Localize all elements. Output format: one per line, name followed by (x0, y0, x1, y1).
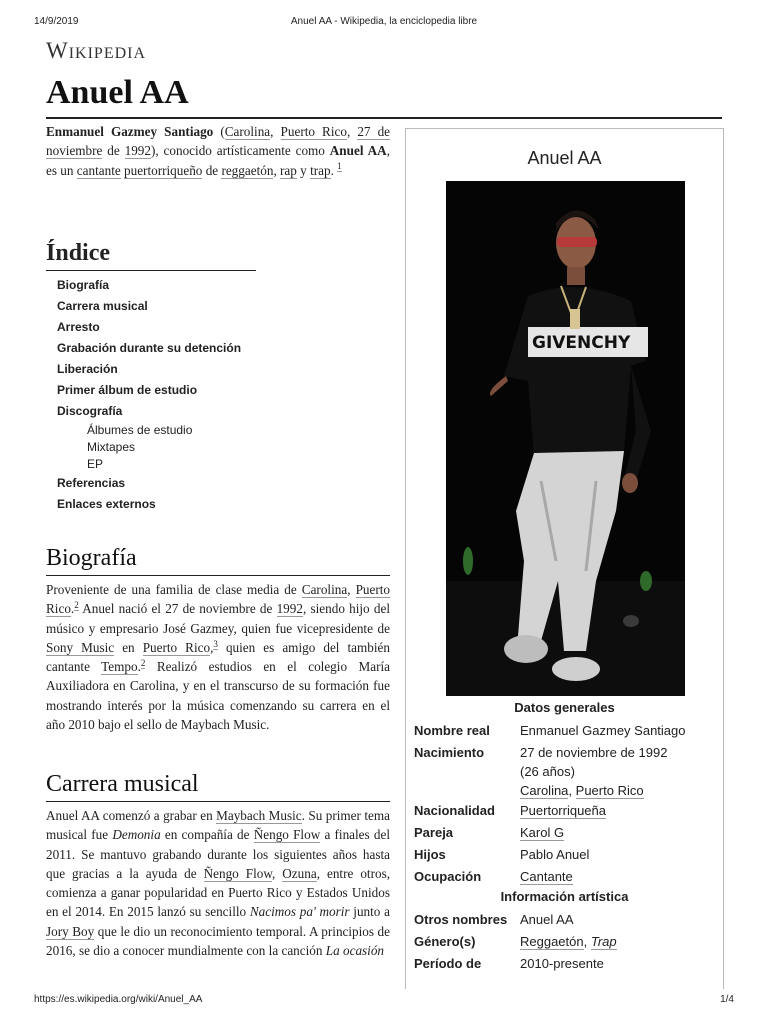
link-nengo-flow[interactable]: Ñengo Flow (203, 865, 272, 881)
link-puertorriqueno[interactable]: puertorriqueño (124, 162, 203, 178)
row-label: Nombre real (414, 723, 490, 738)
bold-name: Enmanuel Gazmey Santiago (46, 124, 214, 139)
intro-paragraph (46, 122, 390, 180)
row-label: Nacimiento (414, 745, 485, 760)
link-rap[interactable]: rap (280, 162, 297, 178)
text: Proveniente de una familia de clase media de (46, 582, 302, 597)
toc-item-enlaces-externos[interactable]: Enlaces externos (57, 497, 156, 511)
link-nengo-flow[interactable]: Ñengo Flow (253, 827, 321, 843)
link-carolina[interactable]: Carolina (224, 124, 271, 139)
link-maybach-music[interactable]: Maybach Music (216, 808, 302, 823)
row-value: Pablo Anuel (520, 847, 590, 862)
link-cantante[interactable]: Cantante (520, 869, 573, 884)
toc-item-grabacion[interactable]: Grabación durante su detención (57, 341, 242, 355)
text: a finales del 2011. Se mantuvo grabando durante los siguientes años hasta que gracias a la ayuda de (46, 827, 390, 881)
link-puerto-rico[interactable]: Puerto Rico (142, 639, 211, 655)
table-of-contents (46, 238, 346, 515)
row-label: Otros nombres (414, 912, 508, 927)
toc-subitem-ep[interactable]: EP (87, 457, 104, 471)
print-header (0, 16, 768, 30)
toc-item-carrera-musical[interactable]: Carrera musical (57, 299, 148, 313)
photo-shoe (552, 657, 600, 681)
text: , es un (46, 143, 390, 178)
toc-item-biografia[interactable]: Biografía (57, 278, 110, 292)
reference-link[interactable]: 1 (337, 161, 342, 172)
section-divider (46, 575, 390, 576)
text: quien es amigo del también cantante (46, 639, 390, 675)
text: . Su primer tema musical fue (46, 808, 390, 843)
print-page-number: 1/4 (720, 994, 734, 1005)
row-label: Género(s) (414, 934, 476, 949)
text: , (568, 783, 576, 798)
text: en (114, 639, 143, 655)
print-url: https://es.wikipedia.org/wiki/Anuel_AA (34, 994, 203, 1005)
section-heading-biografia: Biografía (46, 545, 137, 571)
photo-light (623, 615, 639, 627)
text: y (296, 162, 311, 178)
text: . (70, 601, 75, 617)
row-label: Pareja (414, 825, 454, 840)
link-tempo[interactable]: Tempo (101, 659, 138, 675)
row-label: Nacionalidad (414, 803, 495, 818)
text: , (583, 934, 591, 949)
link-sony-music[interactable]: Sony Music (46, 639, 115, 655)
reference-link[interactable]: 2 (140, 657, 146, 668)
print-page-title: Anuel AA - Wikipedia, la enciclopedia libre (290, 16, 478, 27)
photo-hand (622, 473, 638, 493)
text: Realizó estudios en el colegio María Auxiliadora en Carolina, y en el transcurso de su formación fue mostrando interés por la música comenzando su carrera en el año 2010 bajo el sello de Maybach Music. (46, 659, 390, 733)
link-puerto-rico[interactable]: Puerto Rico (575, 783, 644, 798)
section-carrera-musical (46, 769, 390, 960)
toc-heading: Índice (46, 240, 111, 266)
text: junto a (349, 904, 390, 920)
photo-shirt-print: GIVENCHY (532, 333, 631, 353)
link-cantante[interactable]: cantante (76, 162, 121, 178)
toc-divider (46, 270, 256, 271)
text: , (210, 639, 214, 655)
link-birth-year[interactable]: 1992 (276, 601, 303, 617)
toc-item-referencias[interactable]: Referencias (57, 476, 126, 490)
link-puerto-rico[interactable]: Puerto Rico (46, 582, 390, 617)
link-trap[interactable]: Trap (590, 934, 617, 949)
age: (26 años) (520, 764, 575, 779)
row-label: Ocupación (414, 869, 482, 884)
link-trap[interactable]: trap (310, 162, 331, 178)
infobox-section-general: Datos generales (514, 700, 615, 715)
infobox-section-artistica: Información artística (500, 889, 629, 904)
reference-link[interactable]: 3 (213, 638, 218, 649)
text: , (346, 124, 358, 139)
bold-stage-name: Anuel AA (329, 143, 387, 159)
text: Anuel nació el 27 de noviembre de (78, 601, 277, 617)
text: , (273, 162, 281, 178)
toc-item-discografia[interactable] (57, 401, 346, 473)
row-value (520, 932, 720, 951)
toc-item-label: Discografía (57, 404, 123, 418)
row-value: Enmanuel Gazmey Santiago (520, 723, 686, 738)
row-value (520, 867, 720, 886)
text: . (330, 162, 338, 178)
link-karol-g[interactable]: Karol G (520, 825, 565, 840)
song-title: Nacimos pa' morir (249, 904, 350, 920)
link-birth-year[interactable]: 1992 (124, 143, 151, 159)
row-value: 2010-presente (520, 956, 604, 971)
text: ( (213, 124, 225, 139)
page-title: Anuel AA (46, 74, 189, 111)
biografia-paragraph (46, 580, 390, 734)
row-value (520, 823, 720, 842)
section-divider (46, 801, 390, 802)
text: de (202, 162, 222, 178)
link-puerto-rico[interactable]: Puerto Rico (280, 124, 347, 139)
section-heading-carrera: Carrera musical (46, 771, 199, 797)
row-label: Hijos (414, 847, 446, 862)
toc-subitem-mixtapes[interactable]: Mixtapes (87, 440, 136, 454)
link-reggaeton[interactable]: reggaetón (221, 162, 274, 178)
text: que le dio un reconocimiento temporal. A principios de 2016, se dio a conocer mundialmente con la canción (46, 923, 391, 959)
infobox-row-nacimiento (414, 743, 719, 803)
photo-shoe (504, 635, 548, 663)
photo-neck (567, 267, 585, 285)
photo-pendant (570, 309, 580, 329)
toc-sublist (57, 422, 346, 473)
infobox-title: Anuel AA (527, 148, 602, 168)
song-title: La ocasión (325, 943, 385, 959)
artist-photo-illustration (446, 181, 685, 696)
row-value: Anuel AA (520, 912, 574, 927)
text: , (347, 582, 356, 597)
link-carolina[interactable]: Carolina (301, 582, 348, 597)
link-birth-date[interactable]: 27 de noviembre (46, 124, 391, 159)
wikipedia-wordmark[interactable]: Wikipedia (46, 38, 147, 63)
song-title: Demonia (112, 827, 161, 843)
link-reggaeton[interactable]: Reggaetón (520, 934, 584, 949)
text: , (270, 124, 281, 139)
text: , entre otros, comienza a ganar popularidad en Puerto Rico y Estados Unidos en el 2014. En 2015 lanzó su sencillo (46, 865, 390, 920)
photo-light (463, 547, 473, 575)
toc-list (46, 275, 346, 515)
artist-photo[interactable] (446, 181, 685, 696)
infobox (405, 128, 724, 989)
carrera-paragraph (46, 806, 390, 960)
row-value (520, 743, 720, 800)
link-jory-boy[interactable]: Jory Boy (46, 923, 95, 939)
print-date: 14/9/2019 (34, 16, 79, 27)
print-footer (0, 994, 768, 1008)
link-puertorriquena[interactable]: Puertorriqueña (520, 803, 606, 818)
toc-item-primer-album[interactable]: Primer álbum de estudio (57, 383, 198, 397)
toc-item-liberacion[interactable]: Liberación (57, 362, 118, 376)
row-value (520, 801, 720, 820)
text: Anuel AA comenzó a grabar en (46, 808, 217, 823)
text: en compañía de (160, 827, 254, 843)
text: ), conocido artísticamente como (150, 143, 330, 159)
toc-item-arresto[interactable]: Arresto (57, 320, 100, 334)
photo-sunglasses (557, 237, 597, 247)
photo-light (640, 571, 652, 591)
text: , (272, 865, 283, 881)
text: , siendo hijo del músico y empresario José Gazmey, quien fue vicepresidente de (46, 601, 390, 636)
text: de (102, 143, 125, 159)
text: . (137, 659, 141, 675)
section-biografia (46, 543, 390, 734)
birth-date: 27 de noviembre de 1992 (520, 745, 668, 760)
title-divider (46, 117, 722, 119)
row-label: Período de (414, 956, 482, 971)
reference-link[interactable]: 2 (74, 599, 79, 610)
link-carolina[interactable]: Carolina (520, 783, 569, 798)
link-ozuna[interactable]: Ozuna (282, 865, 317, 881)
toc-subitem-albumes[interactable]: Álbumes de estudio (87, 423, 193, 437)
